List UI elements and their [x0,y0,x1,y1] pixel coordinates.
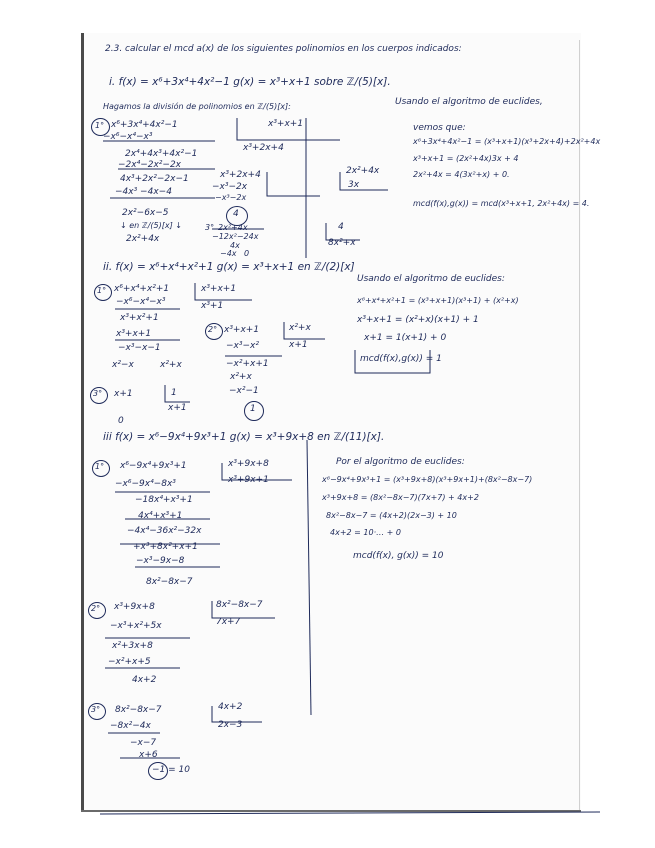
ex1-divisor1: x³+x+1 [268,119,304,129]
ex2-mcd-result: mcd(f(x),g(x)) = 1 [360,354,442,364]
ex1-divisor3: 4 [338,222,344,232]
ex1-euclid-eq2: x³+x+1 = (2x²+4x)3x + 4 [413,154,519,163]
ex3-div3-line3: −x−7 [130,738,157,748]
ex3-div1-line1: x⁶−9x⁴+9x³+1 [120,461,187,471]
ex2-div2-line3: −x²+x+1 [226,359,269,369]
ex1-div1-line4: −2x⁴−2x²−2x [118,160,181,170]
ex2-div1-line7: x²+x [160,360,182,370]
ex1-div3-line3: 4x [230,241,240,250]
ex3-div1-line6: +x³+8x²+x+1 [133,542,198,552]
ex2-div1-line1: x⁶+x⁴+x²+1 [114,284,170,294]
ex2-div1-line6: x²−x [112,360,134,370]
ex2-div1-line5: −x³−x−1 [118,343,161,353]
ex3-step1-label: 1° [95,462,105,471]
ex1-step3-label: 3° [205,223,215,232]
ex2-euclid-eq2: x³+x+1 = (x²+x)(x+1) + 1 [357,315,479,325]
ex1-divisor2: 2x²+4x [346,166,380,176]
ex3-div1-line4: 4x⁴+x³+1 [138,511,183,521]
ex1-div3-line2: −12x²−24x [212,232,259,241]
ex1-div1-line3: 2x⁴+4x³+4x²−1 [125,149,198,159]
ex3-div3-line1: 8x²−8x−7 [115,705,162,715]
ex1-div1-line7: 2x²−6x−5 [122,208,169,218]
ex1-div1-line1: x⁶+3x⁴+4x²−1 [111,120,178,130]
ex3-step3-label: 3° [91,705,101,714]
page-shadow-left [81,33,84,810]
ex3-quotient1: x³+9x+1 [228,475,269,485]
ex1-title: i. f(x) = x⁶+3x⁴+4x²−1 g(x) = x³+x+1 sobre ℤ/(5)[x]. [109,76,391,88]
ex1-div2-line3: −x³−2x [215,193,247,202]
ex2-step1-label: 1° [97,286,107,295]
ex2-title: ii. f(x) = x⁶+x⁴+x²+1 g(x) = x³+x+1 en ℤ/(2)[x] [103,261,355,273]
ex2-div1-line3: x³+x²+1 [120,313,159,323]
ex1-div1-line8: ↓ en ℤ/(5)[x] ↓ [120,221,182,230]
ex3-divisor1: x³+9x+8 [228,459,269,469]
ex1-step1-label: 1° [95,121,105,130]
ex2-div2-line2: −x³−x² [226,341,259,351]
ex2-div1-line2: −x⁶−x⁴−x³ [116,297,166,307]
ex3-div2-line4: −x²+x+5 [108,657,151,667]
ex1-div2-line1: x³+2x+4 [220,170,261,180]
ex1-div3-line4: −4x [220,249,237,258]
ex3-divisor2: 8x²−8x−7 [216,600,263,610]
ex2-quotient2: x+1 [289,340,308,350]
ex3-quotient2: 7x+7 [216,617,241,627]
ex2-div2-line5: −x²−1 [229,386,259,396]
ex3-euclid-title: Por el algoritmo de euclides: [336,457,465,467]
ex2-div1-line4: x³+x+1 [116,329,152,339]
ex2-div2-remainder: 1 [250,404,256,414]
exercise-heading: 2.3. calcular el mcd a(x) de los siguientes polinomios en los cuerpos indicados: [105,44,462,54]
ex1-quotient1: x³+2x+4 [243,143,284,153]
ex3-div2-line1: x³+9x+8 [114,602,155,612]
ex3-euclid-eq3: 8x²−8x−7 = (4x+2)(2x−3) + 10 [326,511,457,520]
ex1-euclid-eq3: 2x²+4x = 4(3x²+x) + 0. [413,170,510,179]
ex3-step2-label: 2° [91,604,101,613]
ex1-div2-line2: −x³−2x [212,182,248,192]
ex3-euclid-eq2: x³+9x+8 = (8x²−8x−7)(7x+7) + 4x+2 [322,493,479,502]
ex3-div2-line2: −x³+x²+5x [110,621,162,631]
ex2-div3-line1: x+1 [114,389,133,399]
ex1-mcd-result: mcd(f(x),g(x)) = mcd(x³+x+1, 2x²+4x) = 4. [413,199,590,208]
ex3-div1-line8: 8x²−8x−7 [146,577,193,587]
ex1-quotient3: 8x²+x [328,238,356,248]
ex3-div3-line4: x+6 [139,750,158,760]
ex2-euclid-eq1: x⁶+x⁴+x²+1 = (x³+x+1)(x³+1) + (x²+x) [357,296,519,305]
ex2-quotient3: x+1 [168,403,187,413]
ex2-div2-line4: x²+x [230,372,252,382]
ex2-div2-line1: x³+x+1 [224,325,260,335]
ex1-div1-line9: 2x²+4x [126,234,160,244]
ex2-step2-label: 2° [208,325,218,334]
ex3-quotient3: 2x−3 [218,720,243,730]
ex3-div3-line2: −8x²−4x [110,721,151,731]
ex1-quotient2: 3x [348,180,360,190]
ex1-div1-line6: −4x³ −4x−4 [115,187,172,197]
ex2-quotient1: x³+1 [201,301,224,311]
ex2-divisor2: x²+x [289,323,311,333]
ex3-div1-line3: −18x⁴+x³+1 [135,495,193,505]
ex2-divisor3: 1 [171,388,177,398]
ex1-div3-remainder: 0 [244,249,250,258]
ex2-div3-remainder: 0 [118,416,124,426]
ex3-div1-line5: −4x⁴−36x²−32x [127,526,202,536]
ex3-div2-line5: 4x+2 [132,675,157,685]
ex3-div1-line7: −x³−9x−8 [136,556,185,566]
page-shadow-right [579,40,580,810]
ex1-div3-line1: 2x²+4x [218,223,248,232]
ex2-euclid-title: Usando el algoritmo de euclides: [357,274,505,284]
ex1-note: Hagamos la división de polinomios en ℤ/(5)[x]: [103,102,291,111]
ex3-euclid-eq4: 4x+2 = 10·… + 0 [330,528,402,537]
ex2-divisor1: x³+x+1 [201,284,237,294]
ex1-div2-remainder: 4 [233,209,239,219]
ex1-div1-line2: −x⁶−x⁴−x³ [103,132,153,142]
ex1-euclid-sub: vemos que: [413,123,466,133]
page-shadow-bottom [81,810,581,812]
ex1-euclid-eq1: x⁶+3x⁴+4x²−1 = (x³+x+1)(x³+2x+4)+2x²+4x [413,137,601,146]
ex2-step3-label: 3° [93,389,103,398]
ex3-mcd-result: mcd(f(x), g(x)) = 10 [353,551,444,561]
ex1-euclid-title: Usando el algoritmo de euclides, [395,97,543,107]
ex3-euclid-eq1: x⁶−9x⁴+9x³+1 = (x³+9x+8)(x³+9x+1)+(8x²−8x−7) [322,475,533,484]
ex2-euclid-eq3: x+1 = 1(x+1) + 0 [364,333,447,343]
ex3-div3-remainder: −1 = 10 [152,765,190,775]
ex3-div1-line2: −x⁶−9x⁴−8x³ [115,479,176,489]
ex1-div1-line5: 4x³+2x²−2x−1 [120,174,189,184]
ex3-title: iii f(x) = x⁶−9x⁴+9x³+1 g(x) = x³+9x+8 en ℤ/(11)[x]. [103,431,385,443]
ex3-divisor3: 4x+2 [218,702,243,712]
ex3-div2-line3: x²+3x+8 [112,641,153,651]
